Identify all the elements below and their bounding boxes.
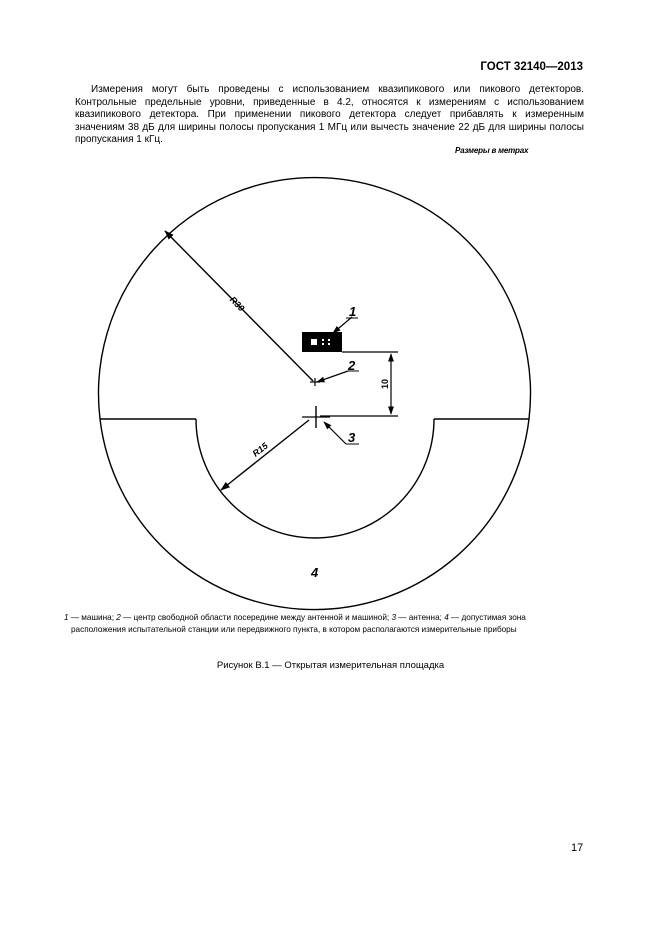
callout-2-leader: [317, 371, 348, 382]
machine-dot-4: [328, 343, 330, 345]
machine-dot-3: [322, 343, 324, 345]
dimension-10-label: 10: [380, 378, 390, 390]
legend-text-2: — центр свободной области посередине между антенной и машиной;: [120, 613, 392, 622]
machine-dot-1: [322, 339, 324, 341]
outer-circle-lower-arc: [100, 419, 529, 610]
radius-r30-label: R30: [227, 294, 247, 314]
legend-num-2: 2: [116, 613, 121, 622]
figure-caption: Рисунок В.1 — Открытая измерительная площадка: [216, 660, 445, 671]
machine-dot-2: [328, 339, 330, 341]
legend-line-2: расположения испытательной станции или передвижного пункта, в котором располагаются измерительные приборы: [71, 625, 517, 634]
machine-block: [302, 332, 342, 352]
callout-3-leader: [324, 422, 346, 444]
machine-mark: [311, 339, 317, 345]
legend-text-4: — допустимая зона: [448, 613, 526, 622]
legend-num-3: 3: [391, 613, 397, 622]
units-note: Размеры в метрах: [455, 146, 529, 155]
callout-1-label: 1: [349, 304, 357, 319]
page-number: 17: [571, 842, 584, 854]
callout-4-label: 4: [311, 565, 319, 580]
callout-2-label: 2: [348, 358, 356, 373]
legend-text-3: — антенна;: [396, 613, 445, 622]
standard-header: ГОСТ 32140—2013: [480, 61, 583, 73]
inner-semicircle: [196, 419, 434, 538]
radius-r15-line: [221, 420, 309, 490]
legend-num-4: 4: [444, 613, 449, 622]
legend-text-1: — машина;: [68, 613, 117, 622]
callout-1-leader: [333, 317, 352, 333]
paragraph-text: Измерения могут быть проведены с использованием квазипикового или пикового детекторов. Контрольные предельные уровни, приведенные в 4.2, относятся к измерениям с использованием квазипикового детектора. При применении пикового детектора следует прибавлять к измеренным значениям 38 дБ для ширины полосы пропускания 1 МГц или вычесть значение 22 дБ для ширины полосы пропускания 1 кГц.: [75, 84, 584, 146]
figure-legend: [64, 612, 584, 636]
legend-num-1: 1: [64, 613, 69, 622]
radius-r15-label: R15: [250, 440, 270, 459]
callout-3-label: 3: [348, 430, 356, 445]
